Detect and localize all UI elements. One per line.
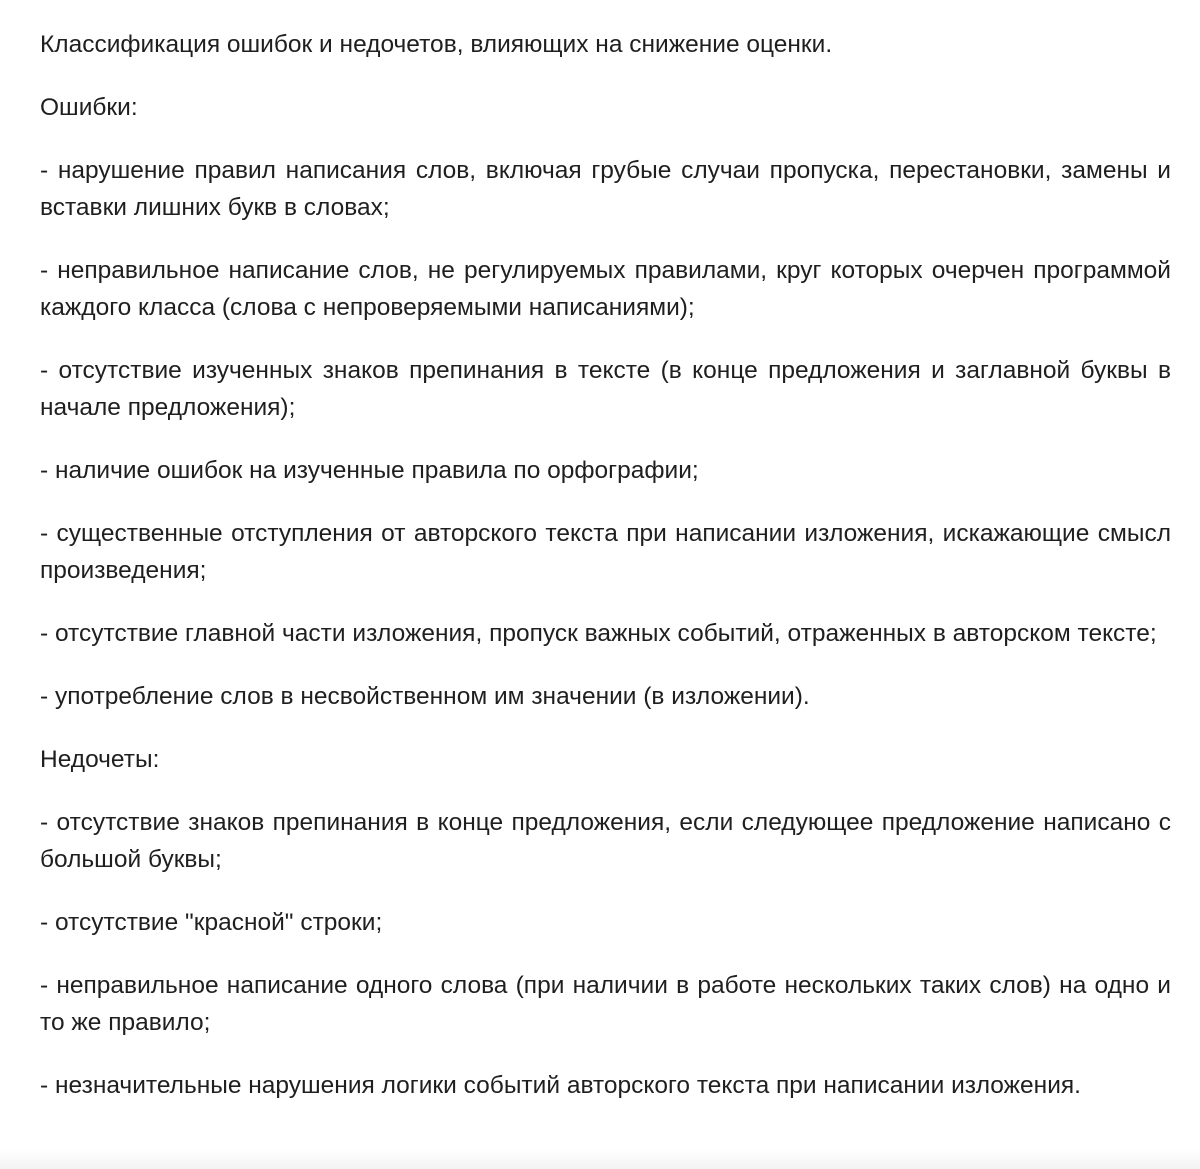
error-item: - отсутствие главной части изложения, пропуск важных событий, отраженных в авторском тексте; bbox=[40, 620, 1157, 647]
bottom-fade bbox=[0, 1149, 1200, 1169]
shortcoming-item: - отсутствие "красной" строки; bbox=[40, 909, 383, 936]
errors-heading: Ошибки: bbox=[40, 94, 138, 121]
shortcoming-item: - незначительные нарушения логики событий авторского текста при написании изложения. bbox=[40, 1072, 1081, 1099]
shortcoming-item: - отсутствие знаков препинания в конце предложения, если следующее предложение написано с большой буквы; bbox=[40, 809, 1171, 873]
document-body bbox=[40, 26, 1171, 1104]
error-item: - наличие ошибок на изученные правила по орфографии; bbox=[40, 457, 699, 484]
document-title: Классификация ошибок и недочетов, влияющих на снижение оценки. bbox=[40, 31, 833, 58]
error-item: - неправильное написание слов, не регулируемых правилами, круг которых очерчен программой каждого класса (слова с непроверяемыми написаниями); bbox=[40, 257, 1171, 321]
shortcoming-item: - неправильное написание одного слова (при наличии в работе нескольких таких слов) на одно и то же правило; bbox=[40, 972, 1171, 1036]
error-item: - отсутствие изученных знаков препинания в тексте (в конце предложения и заглавной буквы в начале предложения); bbox=[40, 357, 1171, 421]
shortcomings-heading: Недочеты: bbox=[40, 746, 160, 773]
error-item: - существенные отступления от авторского текста при написании изложения, искажающие смысл произведения; bbox=[40, 520, 1171, 584]
error-item: - употребление слов в несвойственном им значении (в изложении). bbox=[40, 683, 810, 710]
error-item: - нарушение правил написания слов, включая грубые случаи пропуска, перестановки, замены и вставки лишних букв в словах; bbox=[40, 157, 1171, 221]
